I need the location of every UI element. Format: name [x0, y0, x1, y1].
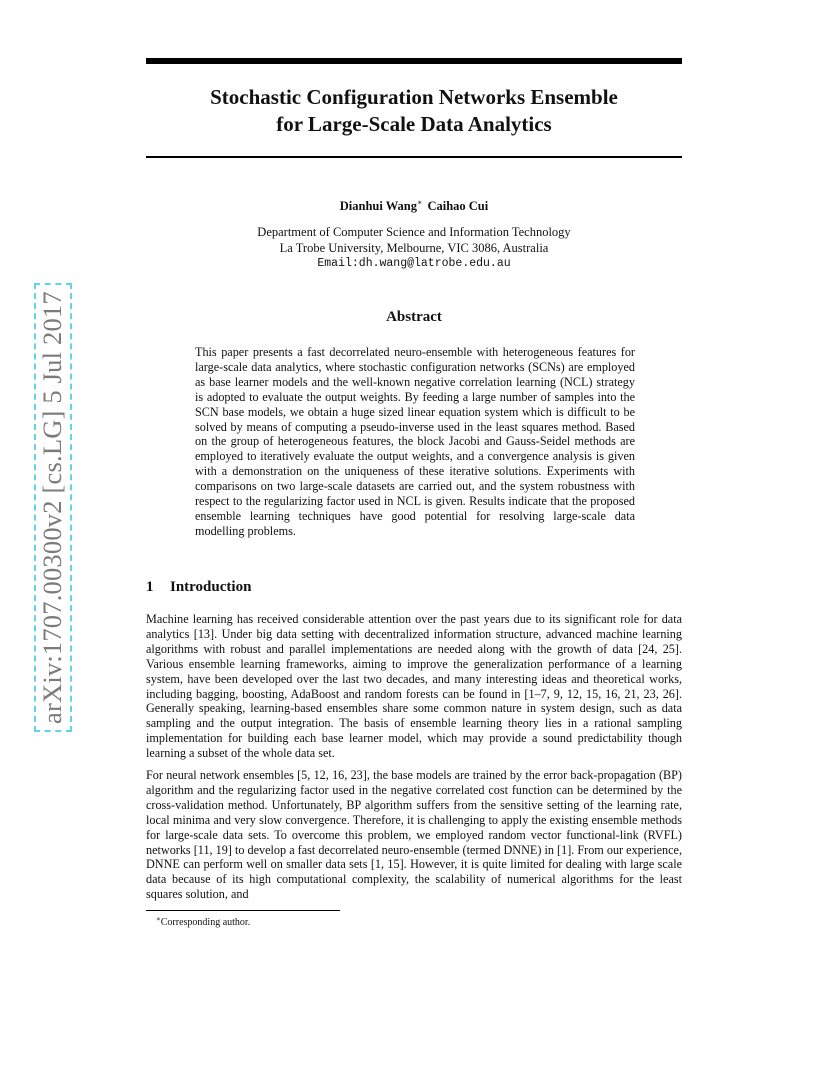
footnote-rule: [146, 910, 340, 911]
author-list: [146, 195, 682, 214]
body-paragraph: For neural network ensembles [5, 12, 16, 23], the base models are trained by the error back-propagation (BP) algorithm and the regularizing factor used in the negative correlated cost function can be determined by the cross-validation method. Unfortunately, BP algorithm suffers from the sensitive setting of the learning rate, local minima and very slow convergence. Therefore, it is challenging to apply the existing ensemble methods for large-scale data sets. To overcome this problem, we employed random vector functional-link (RVFL) networks [11, 19] to develop a fast decorrelated neuro-ensemble (termed DNNE) in [1]. From our experience, DNNE can perform well on smaller data sets [1, 15]. However, it is quite limited for dealing with large scale data because of its high computational complexity, the scalability of numerical algorithms for the least squares solution, and: [146, 768, 682, 902]
title-line-1: Stochastic Configuration Networks Ensemble: [210, 85, 618, 109]
email-line: [146, 256, 682, 272]
paper-title: [146, 84, 682, 138]
department: Department of Computer Science and Information Technology: [257, 225, 571, 239]
title-top-rule: [146, 58, 682, 64]
title-line-2: for Large-Scale Data Analytics: [276, 112, 552, 136]
email-address: dh.wang@latrobe.edu.au: [358, 257, 511, 270]
footnote-mark: ∗: [156, 915, 161, 923]
footnote: [156, 913, 656, 929]
author-name: Caihao Cui: [427, 199, 489, 213]
section-heading: [146, 578, 682, 596]
email-label: Email:: [317, 257, 359, 270]
title-bottom-rule: [146, 156, 682, 158]
arxiv-identifier-stamp[interactable]: arXiv:1707.00300v2 [cs.LG] 5 Jul 2017: [34, 283, 72, 732]
author-name: Dianhui Wang: [339, 199, 418, 213]
abstract-text: This paper presents a fast decorrelated neuro-ensemble with heterogeneous features for large-scale data analytics, where stochastic configuration networks (SCNs) are employed as base learner models and the well-known negative correlation learning (NCL) strategy is adopted to evaluate the output weights. By feeding a large number of samples into the SCN base models, we obtain a huge sized linear equation system which is difficult to be solved by means of computing a pseudo-inverse used in the least squares method. Based on the group of heterogeneous features, the block Jacobi and Gauss-Seidel methods are employed to iteratively evaluate the output weights, and a convergence analysis is given with a demonstration on the uniqueness of these iterative solutions. Experiments with comparisons on two large-scale datasets are carried out, and the system robustness with respect to the regularizing factor used in NCL is given. Results indicate that the proposed ensemble learning techniques have good potential for resolving large-scale data modelling problems.: [195, 345, 635, 538]
affiliation-block: [146, 225, 682, 272]
abstract-heading: Abstract: [386, 309, 442, 325]
corresponding-author-mark[interactable]: ∗: [417, 198, 423, 207]
footnote-text: Corresponding author.: [160, 917, 251, 928]
body-paragraph: Machine learning has received considerable attention over the past years due to its significant role for data analytics [13]. Under big data setting with decentralized information structure, advanced machine learning algorithms with robust and parallel implementations are needed along with the growth of data [24, 25]. Various ensemble learning frameworks, aiming to improve the generalization performance of a learning system, have been developed over the last two decades, and many interesting ideas and theoretical works, including bagging, boosting, AdaBoost and random forests can be found in [1–7, 9, 12, 15, 16, 21, 23, 26]. Generally speaking, learning-based ensembles share some common nature in system design, such as data sampling and the output integration. The basis of ensemble learning theory lies in a rational sampling implementation for building each base learner model, which may provide a sound predictability though learning a subset of the whole data set.: [146, 612, 682, 761]
section-number: 1: [146, 579, 154, 595]
university: La Trobe University, Melbourne, VIC 3086, Australia: [279, 240, 549, 255]
section-title: Introduction: [170, 579, 252, 595]
